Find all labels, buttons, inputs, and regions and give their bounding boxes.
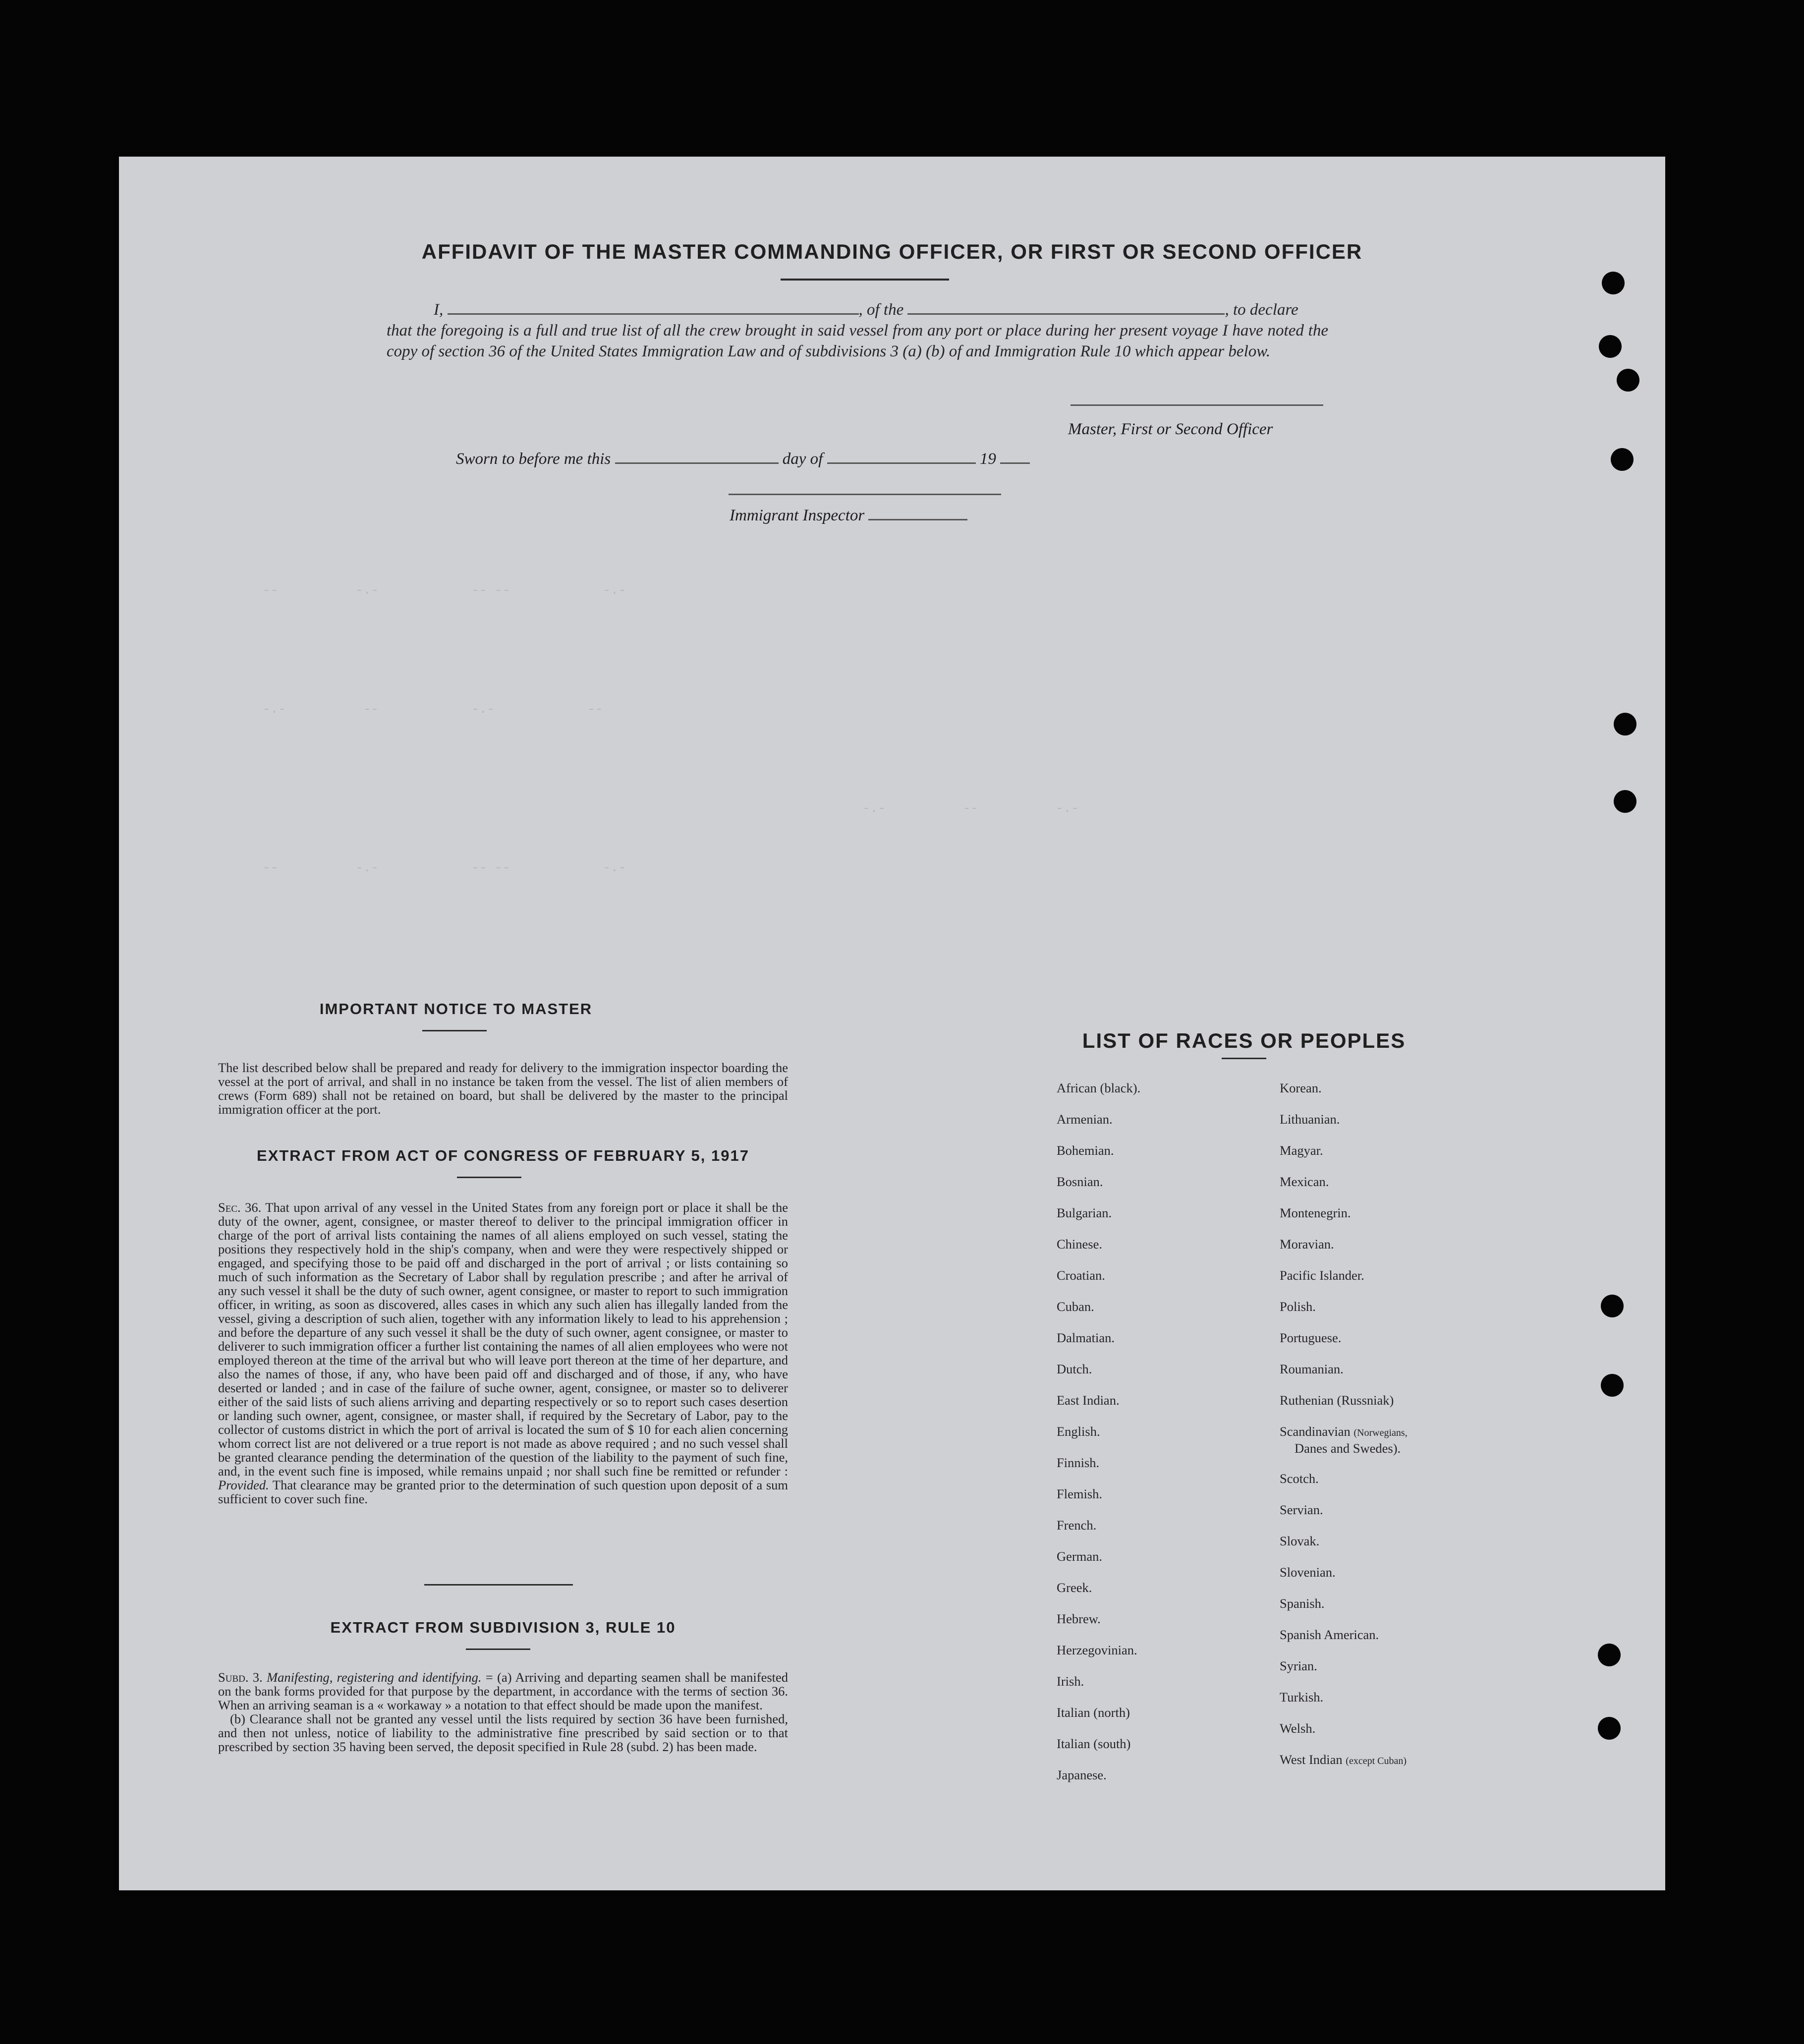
race-item: French. (1057, 1518, 1097, 1533)
race-item: Servian. (1280, 1502, 1323, 1517)
races-column-right (1280, 1073, 1408, 1775)
sworn-month-field[interactable] (827, 462, 976, 464)
sec-label: Sec. 36. (218, 1200, 262, 1215)
race-item-scandinavian (1280, 1416, 1408, 1463)
race-item: Greek. (1057, 1580, 1092, 1595)
races-column-right-bottom (1280, 1463, 1408, 1744)
rule-part-a-line (218, 1670, 788, 1712)
race-item: Herzegovinian. (1057, 1643, 1137, 1657)
punch-hole (1599, 335, 1622, 358)
race-item: Magyar. (1280, 1143, 1323, 1158)
race-item: Montenegrin. (1280, 1205, 1351, 1220)
race-item: Hebrew. (1057, 1611, 1101, 1626)
race-item: Korean. (1280, 1080, 1322, 1095)
title-underline (781, 279, 949, 281)
race-item: Flemish. (1057, 1486, 1103, 1501)
document-page (119, 157, 1665, 1890)
bleed-through-mark: -.- -- -.- (862, 801, 1079, 816)
vessel-name-field[interactable] (907, 313, 1225, 315)
subd-label: Subd. 3. (218, 1670, 263, 1685)
inspector-label: Immigrant Inspector (730, 507, 865, 524)
race-item: Scotch. (1280, 1471, 1319, 1486)
races-column-right-top (1280, 1073, 1408, 1416)
notice-body: The list described below shall be prepared and ready for delivery to the immigration inspector boarding the vessel at the port of arrival, and shall in no instance be taken from the vessel. The list of alien members of crews (Form 689) shall not be retained on board, but shall be delivered by the master to the principal immigration officer at the port. (218, 1060, 788, 1117)
race-item: Irish. (1057, 1674, 1084, 1689)
race-item: Finnish. (1057, 1455, 1100, 1470)
race-item: Bohemian. (1057, 1143, 1114, 1158)
punch-hole (1598, 1717, 1621, 1740)
punch-hole (1598, 1644, 1621, 1666)
rule-heading: EXTRACT FROM SUBDIVISION 3, RULE 10 (330, 1619, 676, 1636)
sworn-year-field[interactable] (1000, 462, 1030, 464)
race-item: German. (1057, 1549, 1102, 1564)
act-end-rule (424, 1584, 573, 1586)
scandinavian-note: (Norwegians, (1353, 1427, 1408, 1438)
race-item: Croatian. (1057, 1268, 1105, 1283)
affidavit-body: that the foregoing is a full and true list of all the crew brought in said vessel from any port or place during her present voyage I have noted the copy of section 36 of the United States Immigration Law and of subdivisions 3 (a) (b) of and Immigration Rule 10 which appear below. (387, 322, 1328, 360)
bleed-through-mark: -- -.- -- -- -.- (263, 583, 626, 598)
race-item: East Indian. (1057, 1393, 1120, 1408)
punch-hole (1611, 448, 1634, 471)
act-body: That upon arrival of any vessel in the United States from any foreign port or place it shall be the duty of the owner, agent, consignee, or master thereof to deliver to the principal immigration officer in charge of the port of arrival lists containing the names of all aliens employed on such vessel, stating the positions they respectively hold in the ship's company, when and were they were respectively shipped or engaged, and specifying those to be paid off and discharged in the port of arrival ; or lists containing so much of such information as the Secretary of Labor shall by regulation prescribe ; and after he arrival of any such vessel it shall be the duty of such owner, agent consignee, or master to report to such immigration officer, in writing, as soon as discovered, alles cases in which any such alien has illegally landed from the vessel, giving a description of such alien, together with any information likely to lead to his apprehension ; and before the departure of any such vessel it shall be the duty of such owner, agent consignee, or master to deliverer to such immigration officer a further list containing the names of all alien employees who were not employed thereon at the time of the arrival but who will leave port thereon at the time of her departure, and also the names of those, if any, who have been paid off and discharged and of those, if any, who have deserted or landed ; and in case of the failure of suche owner, agent, consignee, or master so to deliverer either of the said lists of such aliens arriving and departing respectively or so to report such cases desertion or landing such owner, agent, consignee, or master shall, if required by the Secretary of Labor, pay to the collector of customs district in which the port of arrival is located the sum of $ 10 for each alien concerning whom correct list are not delivered or a true report is not made as above required ; and no such vessel shall be granted clearance pending the determination of the question of the liability to the payment of such fine, and, in the event such fine is imposed, while remains unpaid ; nor shall such fine be remitted or refunder : (218, 1200, 788, 1478)
declarant-name-field[interactable] (448, 313, 859, 315)
bleed-through-mark: -.- -- -.- -- (263, 702, 603, 717)
affidavit-first-line (387, 299, 1328, 320)
declare-suffix: , to declare (1225, 301, 1298, 319)
race-item: English. (1057, 1424, 1100, 1439)
race-item: Chinese. (1057, 1237, 1102, 1251)
signature-label: Master, First or Second Officer (1068, 420, 1273, 438)
race-item: Armenian. (1057, 1112, 1113, 1127)
year-label: 19 (979, 450, 996, 468)
affidavit-title: AFFIDAVIT OF THE MASTER COMMANDING OFFICER, OR FIRST OR SECOND OFFICER (421, 240, 1363, 263)
race-item: Roumanian. (1280, 1362, 1344, 1376)
inspector-field[interactable] (868, 519, 967, 520)
race-item: Dutch. (1057, 1362, 1092, 1376)
sworn-day-field[interactable] (615, 462, 779, 464)
west-indian-note: (except Cuban) (1346, 1756, 1407, 1766)
race-item: Welsh. (1280, 1721, 1316, 1736)
provided-label: Provided. (218, 1477, 269, 1492)
race-item: Mexican. (1280, 1174, 1329, 1189)
act-underline (457, 1177, 521, 1178)
rule-part-b: (b) Clearance shall not be granted any vessel until the lists required by section 36 have been furnished, and then not unless, notice of liability to the administrative fine prescribed by said section or to that prescribed by section 35 having been served, the deposit specified in Rule 28 (subd. 2) has been made. (218, 1711, 788, 1754)
punch-hole (1601, 1295, 1624, 1317)
punch-hole (1617, 369, 1639, 392)
inspector-signature-line[interactable] (729, 494, 1001, 495)
bleed-through-mark: -- -.- -- -- -.- (263, 860, 626, 875)
inspector-line (730, 507, 967, 525)
punch-hole (1614, 790, 1636, 813)
race-item: Bosnian. (1057, 1174, 1103, 1189)
races-column-left (1057, 1073, 1140, 1791)
punch-hole (1602, 272, 1625, 294)
race-item: Moravian. (1280, 1237, 1334, 1251)
affidavit-declaration (387, 299, 1328, 362)
subd-title: Manifesting, registering and identifying. (267, 1670, 482, 1685)
sworn-line (456, 450, 1030, 468)
rule-part-a: = (a) Arriving and departing seamen shall be manifested on the bank forms provided for that purpose by the department, in accordance with the terms of section 36. When an arriving seaman is a « workaway » a notation to that effect should be made upon the manifest. (218, 1670, 789, 1712)
race-item: Polish. (1280, 1299, 1316, 1314)
race-item: African (black). (1057, 1080, 1141, 1095)
race-item: Slovenian. (1280, 1565, 1336, 1580)
race-item: Turkish. (1280, 1690, 1324, 1704)
sworn-label: Sworn to before me this (456, 450, 611, 468)
act-body-end: That clearance may be granted prior to the determination of such question upon deposit of a sum sufficient to cover such fine. (218, 1477, 788, 1506)
races-underline (1222, 1058, 1266, 1059)
declarant-prefix: I, (434, 301, 444, 319)
race-item: Cuban. (1057, 1299, 1094, 1314)
race-item: Portuguese. (1280, 1330, 1342, 1345)
day-of-label: day of (782, 450, 823, 468)
punch-hole (1601, 1374, 1624, 1397)
race-item: Italian (north) (1057, 1705, 1130, 1720)
act-heading: EXTRACT FROM ACT OF CONGRESS OF FEBRUARY 5, 1917 (257, 1147, 749, 1164)
signature-line[interactable] (1071, 404, 1323, 406)
west-indian-label: West Indian (1280, 1752, 1343, 1767)
punch-hole (1614, 713, 1636, 736)
race-item: Ruthenian (Russniak) (1280, 1393, 1394, 1408)
race-item: Pacific Islander. (1280, 1268, 1364, 1283)
race-item: Spanish American. (1280, 1627, 1379, 1642)
rule-underline (466, 1648, 530, 1650)
race-item-west-indian (1280, 1744, 1408, 1775)
race-item: Slovak. (1280, 1533, 1320, 1548)
scandinavian-line2: Danes and Swedes). (1295, 1441, 1401, 1456)
races-heading: LIST OF RACES OR PEOPLES (1082, 1029, 1406, 1052)
notice-heading: IMPORTANT NOTICE TO MASTER (319, 1000, 593, 1018)
act-body-block (218, 1200, 788, 1506)
scandinavian-label: Scandinavian (1280, 1424, 1351, 1439)
rule-body-block (218, 1670, 788, 1754)
race-item: Japanese. (1057, 1767, 1107, 1782)
race-item: Bulgarian. (1057, 1205, 1112, 1220)
race-item: Syrian. (1280, 1658, 1317, 1673)
race-item: Dalmatian. (1057, 1330, 1115, 1345)
notice-underline (422, 1030, 487, 1031)
vessel-prefix: , of the (858, 301, 904, 319)
race-item: Lithuanian. (1280, 1112, 1340, 1127)
race-item: Spanish. (1280, 1596, 1325, 1611)
race-item: Italian (south) (1057, 1736, 1131, 1751)
